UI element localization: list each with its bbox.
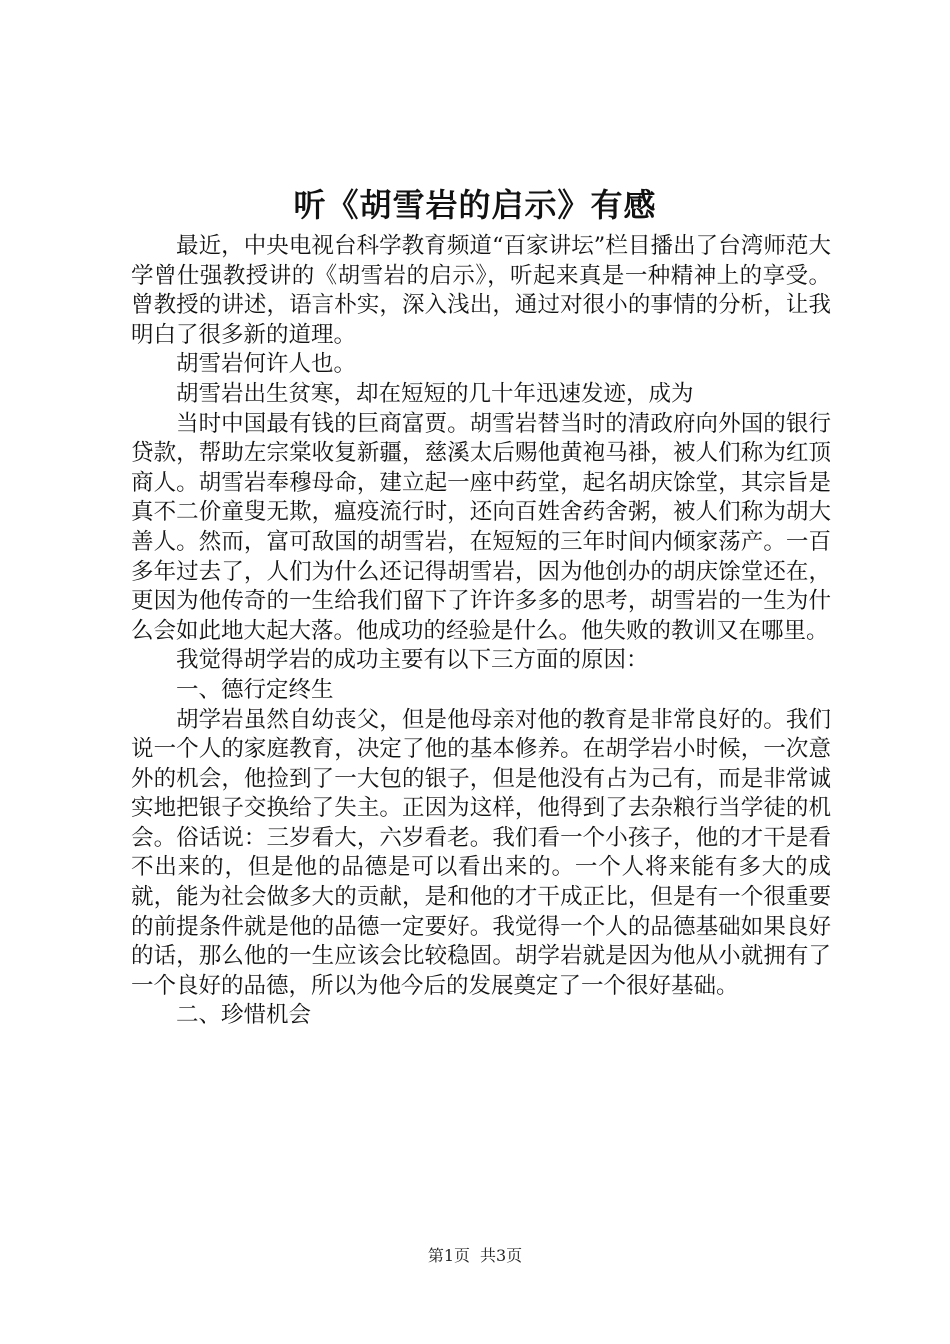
paragraph-who: 胡雪岩何许人也。 [176,351,357,378]
paragraph-reasons: 我觉得胡学岩的成功主要有以下三方面的原因： [176,647,649,674]
section-heading-1: 一、德行定终生 [176,676,334,703]
paragraph-virtue: 胡学岩虽然自幼丧父，但是他母亲对他的教育是非常良好的。我们说一个人的家庭教育，决定了他的基本修养。在胡学岩小时候，一次意外的机会，他捡到了一大包的银子，但是他没有占为己有，而是非常诚实地把银子交换给了失主。正因为这样，他得到了去杂粮行当学徒的机会。俗话说：三岁看大，六岁看老。我们看一个小孩子，他的才干是看不出来的，但是他的品德是可以看出来的。一个人将来能有多大的成就，能为社会做多大的贡献，是和他的才干成正比，但是有一个很重要的前提条件就是他的品德一定要好。我觉得一个人的品德基础如果良好的话，那么他的一生应该会比较稳固。胡学岩就是因为他从小就拥有了一个良好的品德，所以为他今后的发展奠定了一个很好基础。 [131,706,831,999]
document-body [131,232,831,1031]
paragraph-intro: 最近，中央电视台科学教育频道“百家讲坛”栏目播出了台湾师范大学曾仕强教授讲的《胡雪岩的启示》，听起来真是一种精神上的享受。曾教授的讲述，语言朴实，深入浅出，通过对很小的事情的分析，让我明白了很多新的道理。 [131,233,831,348]
page-total: 共3页 [480,1246,523,1265]
paragraph-origin: 胡雪岩出生贫寒，却在短短的几十年迅速发迹，成为 [176,380,694,407]
section-heading-2: 二、珍惜机会 [176,1002,312,1029]
page-footer [0,1245,950,1267]
page-number: 第1页 [427,1246,470,1265]
paragraph-biography: 当时中国最有钱的巨商富贾。胡雪岩替当时的清政府向外国的银行贷款，帮助左宗棠收复新疆，慈溪太后赐他黄袍马褂，被人们称为红顶商人。胡雪岩奉穆母命，建立起一座中药堂，起名胡庆馀堂，其宗旨是真不二价童叟无欺，瘟疫流行时，还向百姓舍药舍粥，被人们称为胡大善人。然而，富可敌国的胡雪岩，在短短的三年时间内倾家荡产。一百多年过去了，人们为什么还记得胡雪岩，因为他创办的胡庆馀堂还在，更因为他传奇的一生给我们留下了许许多多的思考，胡雪岩的一生为什么会如此地大起大落。他成功的经验是什么。他失败的教训又在哪里。 [131,410,831,644]
document-title: 听《胡雪岩的启示》有感 [293,186,657,224]
